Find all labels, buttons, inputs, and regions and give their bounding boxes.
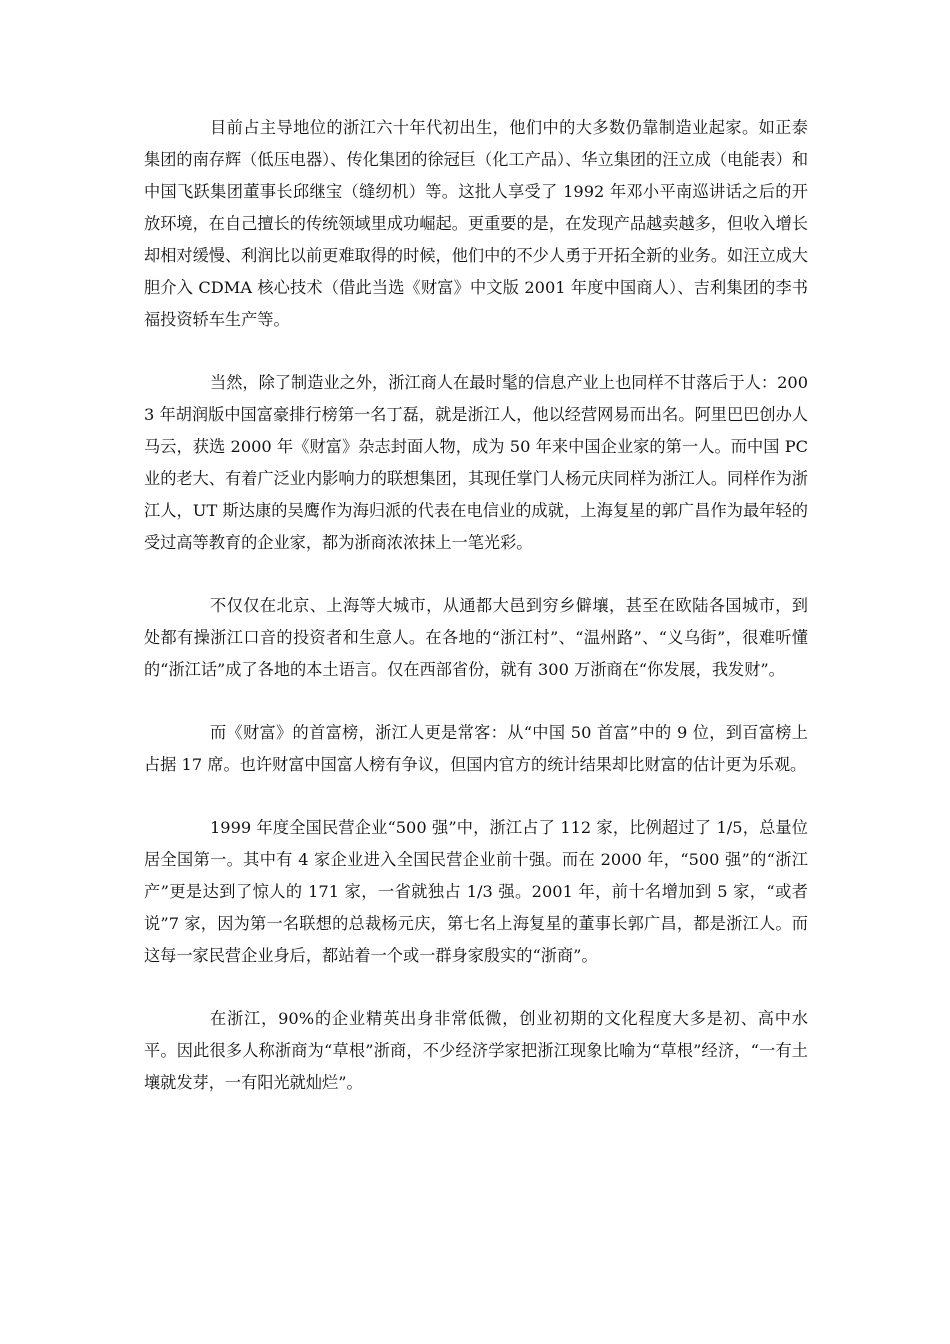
paragraph-3: 不仅仅在北京、上海等大城市，从通都大邑到穷乡僻壤，甚至在欧陆各国城市，到处都有操浙江口音的投资者和生意人。在各地的“浙江村”、“温州路”、“义乌街”，很难听懂的“浙江话”成了各地的本土语言。仅在西部省份，就有 300 万浙商在“你发展，我发财”。 — [144, 596, 808, 679]
paragraph-5: 1999 年度全国民营企业“500 强”中，浙江占了 112 家，比例超过了 1/5，总量位居全国第一。其中有 4 家企业进入全国民营企业前十强。而在 2000 年，“500 强”的“浙江产”更是达到了惊人的 171 家，一省就独占 1/3 强。2001 年，前十名增加到 5 家，“或者说”7 家，因为第一名联想的总裁杨元庆，第七名上海复星的董事长郭广昌，都是浙江人。而这每一家民营企业身后，都站着一个或一群身家殷实的“浙商”。 — [144, 818, 808, 965]
paragraph-6: 在浙江，90%的企业精英出身非常低微，创业初期的文化程度大多是初、高中水平。因此很多人称浙商为“草根”浙商，不少经济学家把浙江现象比喻为“草根”经济，“一有土壤就发芽，一有阳光就灿烂”。 — [144, 1009, 808, 1092]
document-body — [144, 112, 808, 1130]
paragraph-4: 而《财富》的首富榜，浙江人更是常客：从“中国 50 首富”中的 9 位，到百富榜上占据 17 席。也许财富中国富人榜有争议，但国内官方的统计结果却比财富的估计更为乐观。 — [144, 723, 808, 774]
paragraph-2: 当然，除了制造业之外，浙江商人在最时髦的信息产业上也同样不甘落后于人：2003 年胡润版中国富豪排行榜第一名丁磊，就是浙江人，他以经营网易而出名。阿里巴巴创办人马云，获选 2000 年《财富》杂志封面人物，成为 50 年来中国企业家的第一人。而中国 PC 业的老大、有着广泛业内影响力的联想集团，其现任掌门人杨元庆同样为浙江人。同样作为浙江人，UT 斯达康的吴鹰作为海归派的代表在电信业的成就，上海复星的郭广昌作为最年轻的受过高等教育的企业家，都为浙商浓浓抹上一笔光彩。 — [144, 373, 808, 552]
paragraph-1: 目前占主导地位的浙江六十年代初出生，他们中的大多数仍靠制造业起家。如正泰集团的南存辉（低压电器）、传化集团的徐冠巨（化工产品）、华立集团的汪立成（电能表）和中国飞跃集团董事长邱继宝（缝纫机）等。这批人享受了 1992 年邓小平南巡讲话之后的开放环境，在自己擅长的传统领域里成功崛起。更重要的是，在发现产品越卖越多，但收入增长却相对缓慢、利润比以前更难取得的时候，他们中的不少人勇于开拓全新的业务。如汪立成大胆介入 CDMA 核心技术（借此当选《财富》中文版 2001 年度中国商人）、吉利集团的李书福投资轿车生产等。 — [144, 118, 808, 329]
